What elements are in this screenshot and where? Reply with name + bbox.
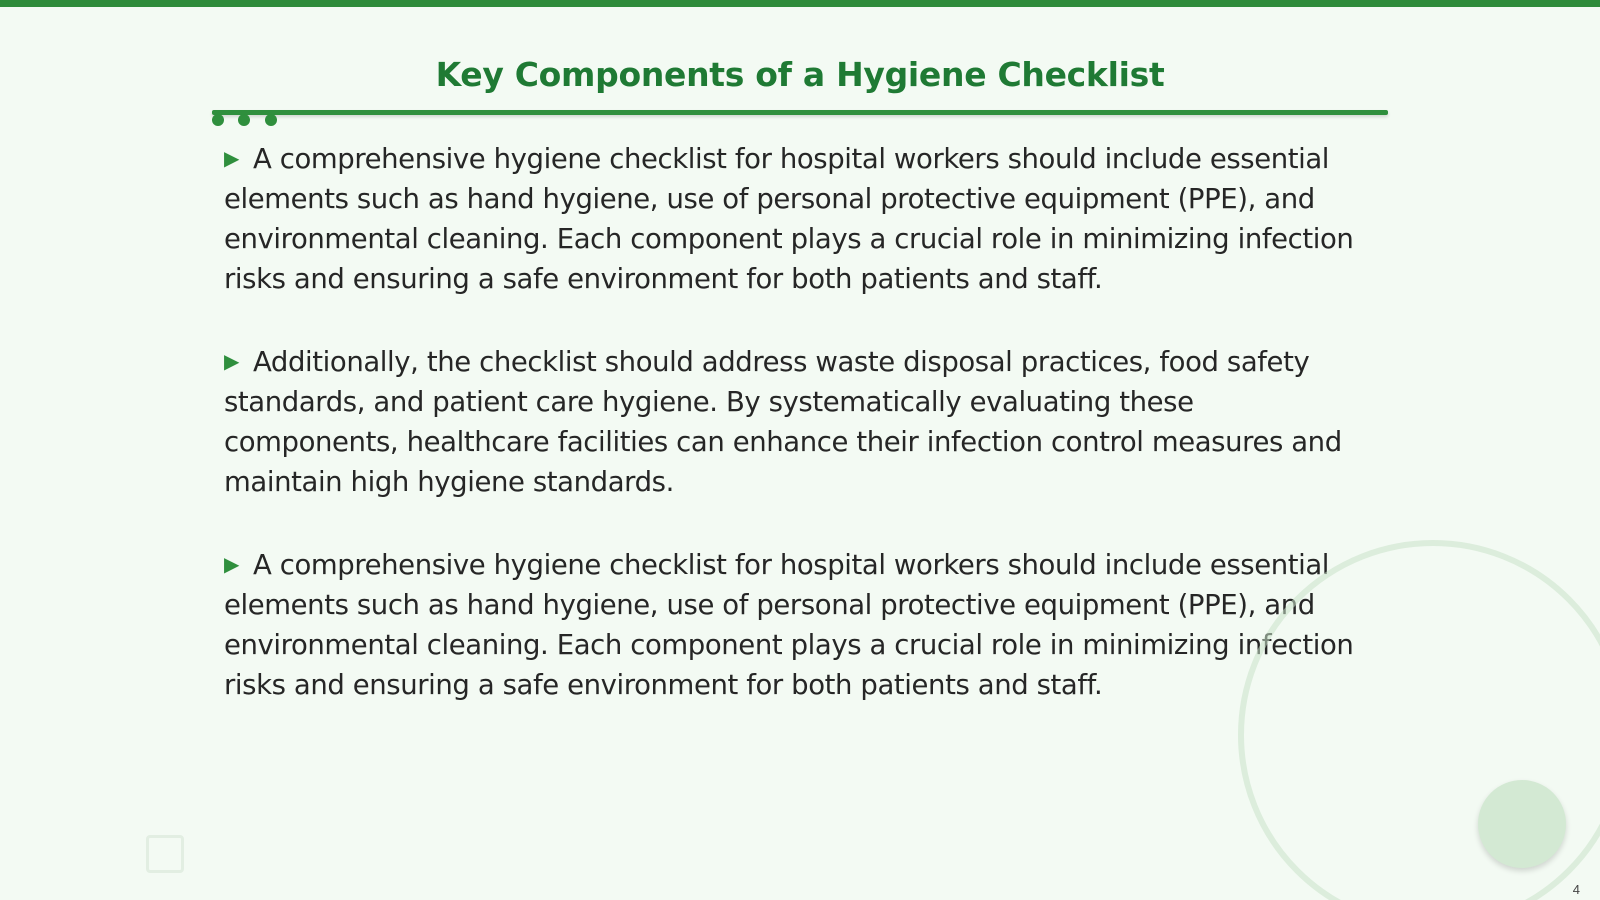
- triangle-right-icon: ▶: [224, 146, 239, 170]
- decorative-dot: [238, 114, 250, 126]
- bullet-list: [224, 138, 1374, 747]
- top-accent-bar: [0, 0, 1600, 7]
- triangle-right-icon: ▶: [224, 349, 239, 373]
- decorative-circle: [1478, 780, 1566, 868]
- decorative-square: [146, 835, 184, 873]
- bullet-text: A comprehensive hygiene checklist for hospital workers should include essential elements such as hand hygiene, use of personal protective equipment (PPE), and environmental cleaning. Each component plays a crucial role in minimizing infection risks and ensuring a safe environment for both patients and staff.: [224, 143, 1354, 295]
- bullet-text: A comprehensive hygiene checklist for hospital workers should include essential elements such as hand hygiene, use of personal protective equipment (PPE), and environmental cleaning. Each component plays a crucial role in minimizing infection risks and ensuring a safe environment for both patients and staff.: [224, 549, 1354, 701]
- page-number: 4: [1572, 882, 1580, 897]
- title-underline: [212, 110, 1388, 115]
- bullet-text: Additionally, the checklist should address waste disposal practices, food safety standards, and patient care hygiene. By systematically evaluating these components, healthcare facilities can enhance their infection control measures and maintain high hygiene standards.: [224, 346, 1342, 498]
- triangle-right-icon: ▶: [224, 552, 239, 576]
- bullet-item: [224, 138, 1374, 299]
- slide-title: Key Components of a Hygiene Checklist: [435, 55, 1165, 94]
- decorative-dot: [212, 114, 224, 126]
- bullet-item: [224, 544, 1374, 705]
- bullet-item: [224, 341, 1374, 502]
- decorative-dot: [265, 114, 277, 126]
